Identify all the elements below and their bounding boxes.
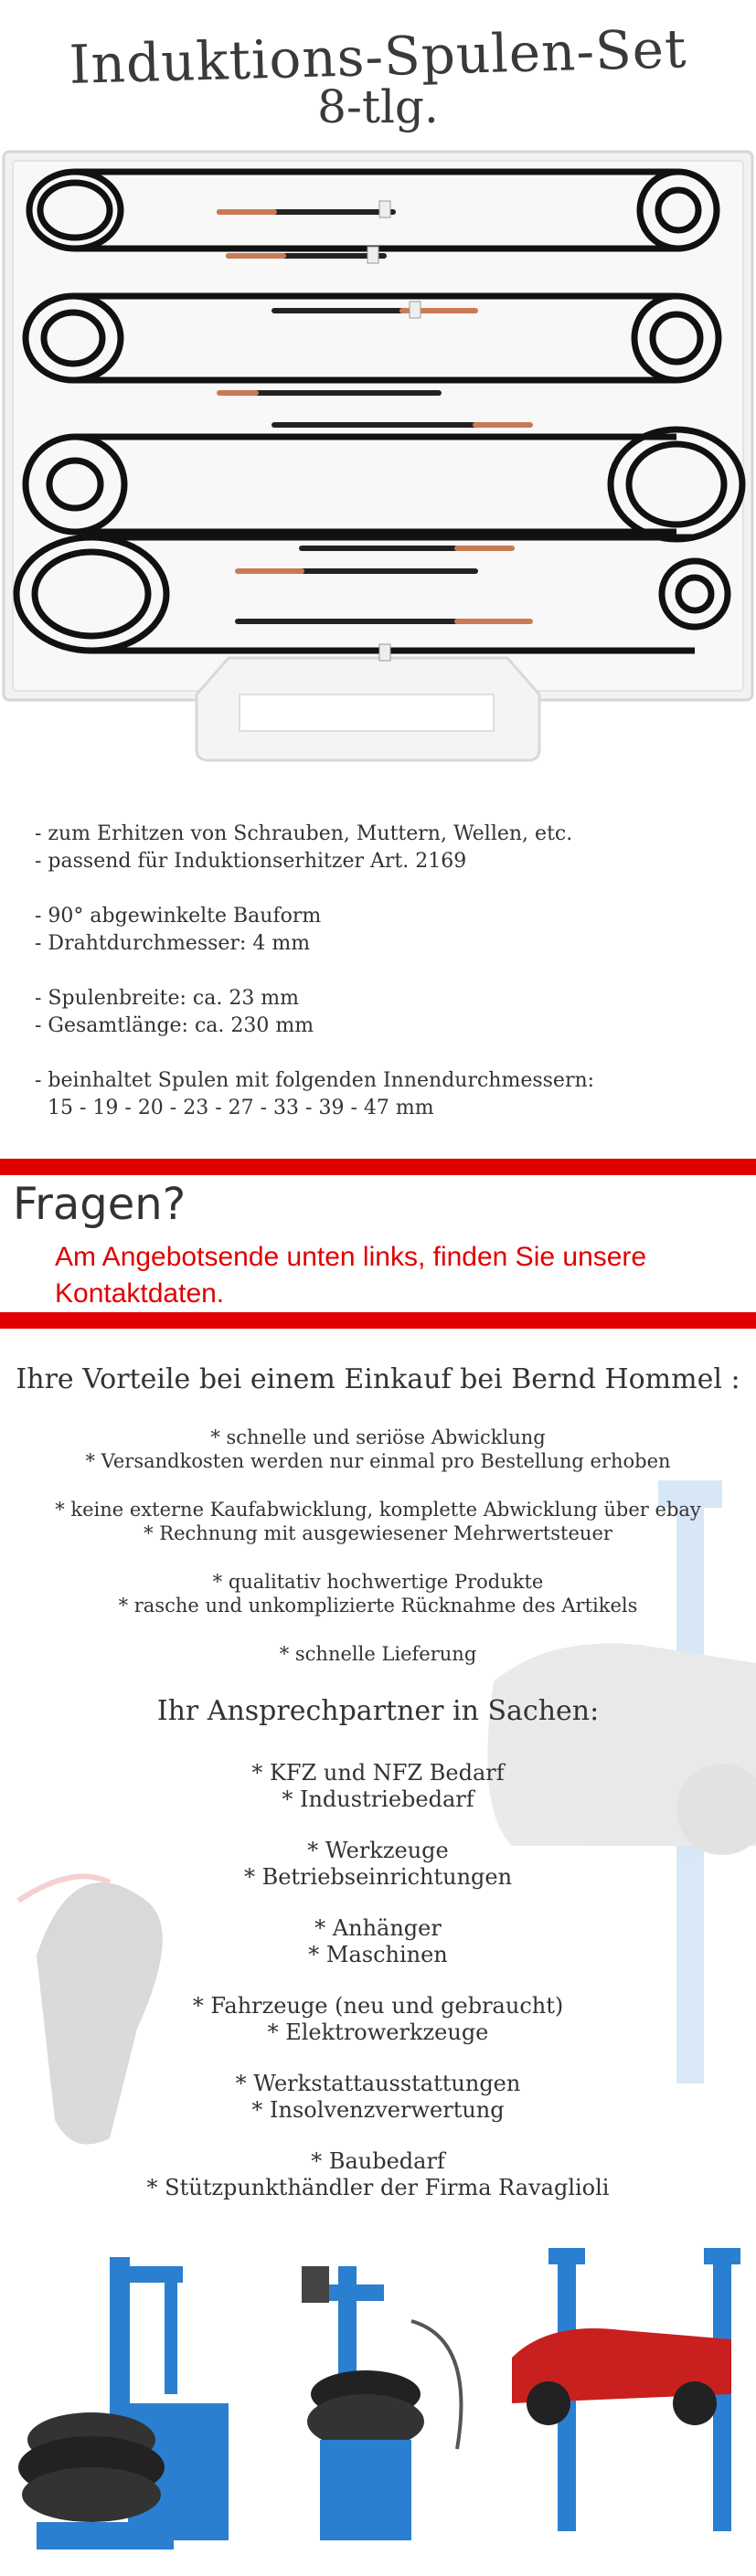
partner-item: * Maschinen	[308, 1942, 448, 1967]
vorteil-item: * schnelle und seriöse Abwicklung	[210, 1426, 546, 1448]
divider-red-bottom	[0, 1312, 756, 1329]
fragen-title: Fragen?	[13, 1179, 186, 1230]
vorteil-item: * Rechnung mit ausgewiesener Mehrwertsteuer	[144, 1522, 612, 1544]
tire-changer-icon	[302, 2266, 461, 2540]
spec-line: - Drahtdurchmesser: 4 mm	[35, 932, 311, 955]
coil-set-photo	[0, 146, 756, 768]
vorteil-item: * rasche und unkomplizierte Rücknahme des Artikels	[118, 1595, 638, 1617]
spec-list	[35, 821, 729, 1122]
page-subtitle: 8-tlg.	[317, 80, 439, 133]
spec-line: - zum Erhitzen von Schrauben, Muttern, Wellen, etc.	[35, 822, 573, 845]
spec-line: - 90° abgewinkelte Bauform	[35, 905, 322, 928]
car-lift-icon	[512, 2248, 740, 2531]
vorteile-heading: Ihre Vorteile bei einem Einkauf bei Bernd Hommel :	[16, 1363, 740, 1395]
spec-line: - Gesamtlänge: ca. 230 mm	[35, 1014, 314, 1037]
page-title: Induktions-Spulen-Set	[68, 17, 688, 96]
vorteil-item: * Versandkosten werden nur einmal pro Bestellung erhoben	[85, 1450, 671, 1472]
workshop-equipment-photos	[0, 2230, 756, 2576]
partner-item: * Betriebseinrichtungen	[243, 1864, 513, 1890]
partner-list	[0, 1760, 756, 2226]
tire-changer-icon	[18, 2257, 229, 2549]
partner-heading: Ihr Ansprechpartner in Sachen:	[156, 1695, 600, 1727]
partner-item: * Werkstattausstattungen	[235, 2071, 521, 2096]
vorteil-item: * qualitativ hochwertige Produkte	[212, 1571, 544, 1593]
partner-item: * Fahrzeuge (neu und gebraucht)	[192, 1993, 564, 2019]
partner-item: * Industriebedarf	[282, 1786, 474, 1812]
vorteile-list	[0, 1426, 756, 1691]
partner-item: * Stützpunkthändler der Firma Ravaglioli	[146, 2175, 610, 2200]
divider-red-top	[0, 1159, 756, 1175]
spec-line: - beinhaltet Spulen mit folgenden Innendurchmessern:	[35, 1069, 595, 1092]
partner-item: * KFZ und NFZ Bedarf	[251, 1760, 505, 1786]
partner-item: * Insolvenzverwertung	[251, 2097, 505, 2123]
partner-item: * Baubedarf	[311, 2148, 445, 2174]
partner-item: * Anhänger	[314, 1915, 442, 1941]
spec-line: - passend für Induktionserhitzer Art. 2169	[35, 850, 467, 873]
fragen-text: Am Angebotsende unten links, finden Sie unsere Kontaktdaten.	[55, 1242, 647, 1309]
partner-item: * Elektrowerkzeuge	[267, 2019, 489, 2045]
partner-item: * Werkzeuge	[307, 1838, 449, 1863]
vorteil-item: * keine externe Kaufabwicklung, komplette Abwicklung über ebay	[55, 1499, 701, 1521]
vorteil-item: * schnelle Lieferung	[279, 1643, 477, 1665]
spec-line: 15 - 19 - 20 - 23 - 27 - 33 - 39 - 47 mm	[35, 1097, 434, 1119]
spec-line: - Spulenbreite: ca. 23 mm	[35, 987, 300, 1010]
